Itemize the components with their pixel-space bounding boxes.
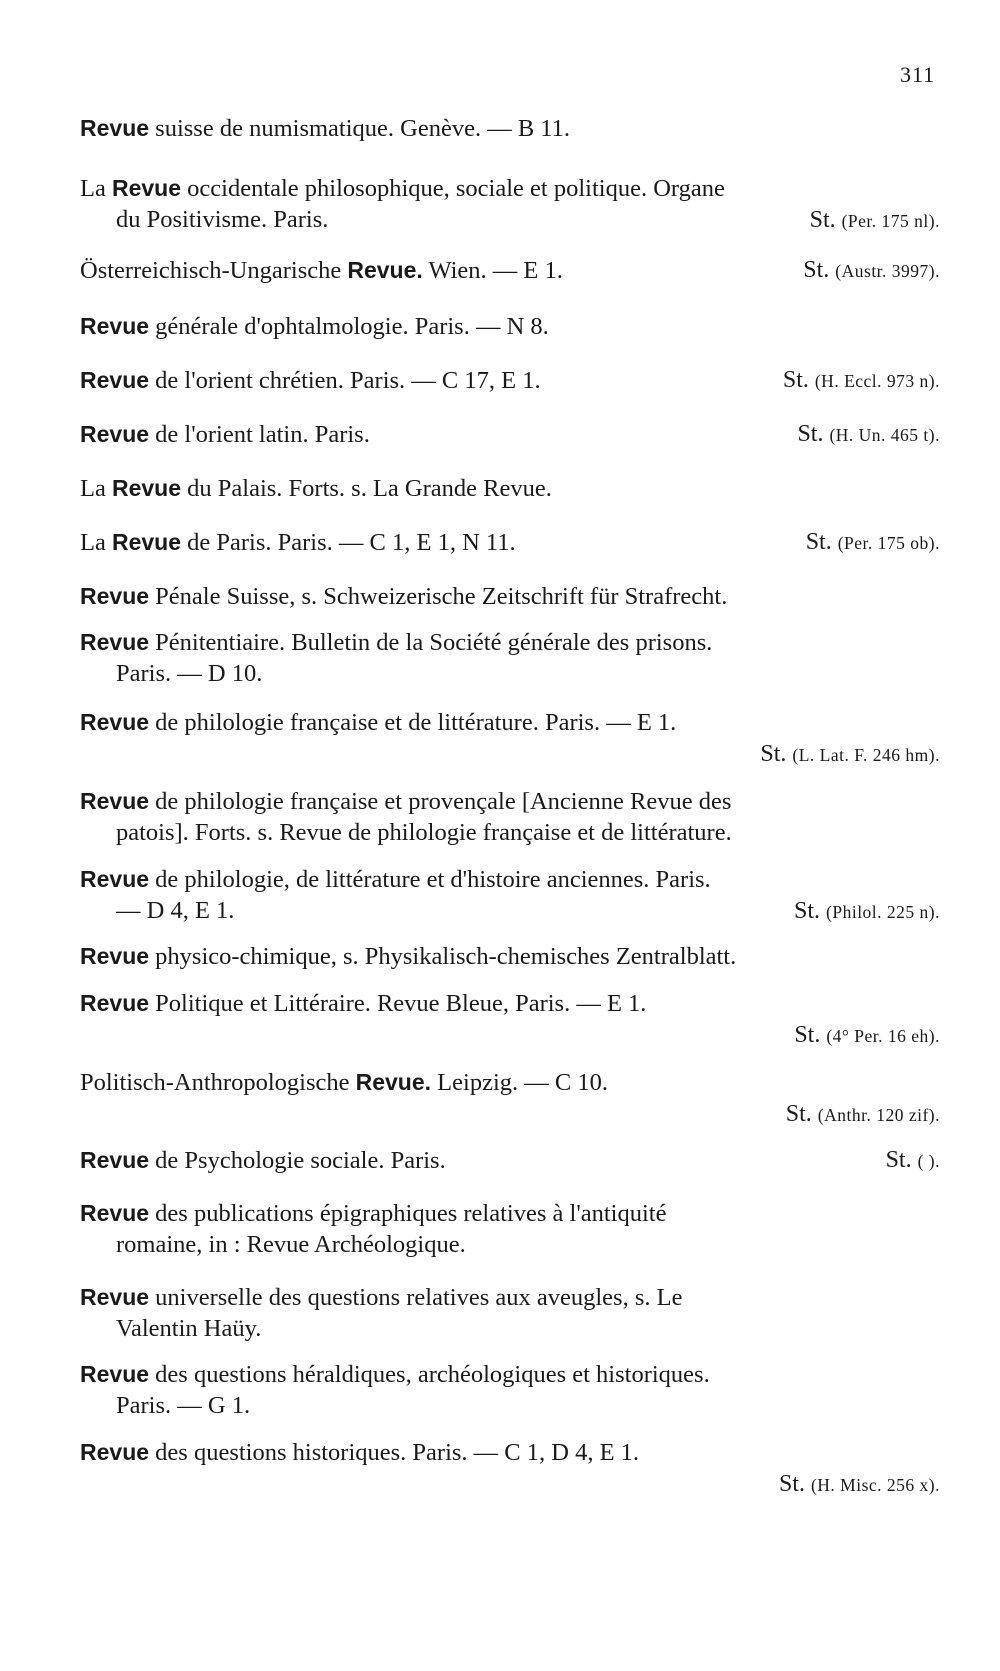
shelf-mark [760,738,940,771]
entry-text: Leipzig. — C 10. [431,1069,608,1096]
shelf-label: St. [782,367,809,393]
catalog-entry [80,626,940,690]
entry-keyword: Revue [80,788,150,814]
catalog-entry [80,940,940,972]
catalog-entry [80,112,940,144]
entry-line [80,1066,940,1098]
entry-keyword: Revue [111,175,182,201]
entry-text: occidentale philosophique, sociale et politique. Organe [181,175,725,202]
entry-line [80,863,940,895]
shelf-mark [794,895,940,928]
entry-continuation-text: Paris. — G 1. [116,1392,251,1419]
entry-keyword: Revue [80,629,150,655]
entry-text: des questions historiques. Paris. — C 1, D 4, E 1. [149,1439,640,1466]
catalog-entry [80,254,940,286]
shelf-reference: (H. Misc. 256 x). [810,1475,940,1495]
entry-line [80,785,940,817]
entry-line [80,1144,940,1176]
entry-keyword: Revue [80,313,150,339]
catalog-entry [80,364,940,396]
entry-text: de philologie française et de littérature. Paris. — E 1. [149,709,677,736]
catalog-entry [80,1144,940,1176]
entry-text: des publications épigraphiques relatives à l'antiquité [149,1200,667,1227]
entry-text: physico-chimique, s. Physikalisch-chemisches Zentralblatt. [149,943,737,970]
entry-text: générale d'ophtalmologie. Paris. — N 8. [149,313,549,340]
shelf-reference: (Philol. 225 n). [826,902,940,922]
entry-keyword: Revue [80,990,150,1016]
entry-prefix: Politisch-Anthropologische [80,1069,356,1096]
entry-continuation-text: Valentin Haüy. [116,1315,262,1342]
entry-keyword: Revue [111,475,182,501]
entry-text: Pénale Suisse, s. Schweizerische Zeitschrift für Strafrecht. [149,583,728,610]
entry-line [80,112,940,144]
entry-keyword: Revue [80,1200,150,1226]
entry-shelf-line [80,1468,940,1500]
shelf-label: St. [794,1022,821,1048]
entry-keyword: Revue [80,1439,150,1465]
shelf-mark [779,1468,940,1501]
catalog-entry [80,987,940,1051]
entry-line [80,1358,940,1390]
shelf-label: St. [885,1147,912,1173]
shelf-reference: (Austr. 3997). [835,261,940,281]
entry-shelf-line [80,738,940,770]
shelf-label: St. [794,898,821,924]
entry-shelf-line [80,1098,940,1130]
entry-line [80,418,940,450]
catalog-entry [80,1197,940,1261]
entry-text: du Palais. Forts. s. La Grande Revue. [181,475,552,502]
catalog-entry [80,418,940,450]
entry-line [80,706,940,738]
shelf-reference: (L. Lat. F. 246 hm). [792,745,940,765]
entry-continuation [80,1313,940,1345]
entry-prefix: Österreichisch-Ungarische [80,257,348,284]
entry-keyword: Revue [111,529,182,555]
catalog-entry [80,1358,940,1422]
entry-prefix: La [80,475,112,502]
shelf-reference: (H. Eccl. 973 n). [814,371,940,391]
entry-text: Politique et Littéraire. Revue Bleue, Paris. — E 1. [149,990,647,1017]
entry-text: Pénitentiaire. Bulletin de la Société générale des prisons. [149,629,713,656]
entry-keyword: Revue [80,866,150,892]
entry-keyword: Revue. [347,257,423,283]
entry-line [80,310,940,342]
entry-text: de Paris. Paris. — C 1, E 1, N 11. [181,529,516,556]
entry-keyword: Revue [80,943,150,969]
shelf-mark [794,1019,940,1052]
entry-text: Wien. — E 1. [422,257,563,284]
entry-text: de Psychologie sociale. Paris. [149,1147,446,1174]
shelf-reference: (Per. 175 nl). [841,211,940,231]
entry-line [80,364,940,396]
catalog-entry [80,172,940,236]
shelf-mark [810,204,940,237]
shelf-mark [783,364,940,397]
entry-line [80,526,940,558]
page-number: 311 [900,62,936,87]
shelf-reference: (Per. 175 ob). [837,533,940,553]
shelf-label: St. [797,421,824,447]
shelf-reference: (4° Per. 16 eh). [826,1026,940,1046]
entry-text: universelle des questions relatives aux aveugles, s. Le [149,1284,683,1311]
entry-text: suisse de numismatique. Genève. — B 11. [149,115,571,142]
entry-line [80,172,940,204]
entry-keyword: Revue [80,115,150,141]
entry-continuation [80,1390,940,1422]
entry-keyword: Revue [80,583,150,609]
entry-keyword: Revue [80,1147,150,1173]
shelf-label: St. [805,529,832,555]
catalog-entry [80,526,940,558]
entry-text: de philologie, de littérature et d'histoire anciennes. Paris. [149,866,711,893]
catalog-entry [80,580,940,612]
catalog-entry [80,310,940,342]
entry-shelf-line [80,1019,940,1051]
shelf-mark [806,526,940,559]
entry-continuation-text: patois]. Forts. s. Revue de philologie française et de littérature. [116,819,732,846]
entry-text: de l'orient latin. Paris. [149,421,370,448]
entry-prefix: La [80,175,112,202]
entry-line [80,626,940,658]
entry-text: de philologie française et provençale [Ancienne Revue des [149,788,732,815]
shelf-reference: (H. Un. 465 t). [829,425,940,445]
entry-prefix: La [80,529,112,556]
shelf-label: St. [760,741,787,767]
catalog-entry [80,472,940,504]
entry-continuation [80,658,940,690]
entry-continuation [80,817,940,849]
entry-continuation-text: du Positivisme. Paris. [116,206,329,233]
entry-line [80,1281,940,1313]
shelf-mark [786,1098,940,1131]
catalog-entry [80,706,940,770]
entry-continuation-text: romaine, in : Revue Archéologique. [116,1231,466,1258]
shelf-mark [803,254,940,287]
entry-continuation-text: — D 4, E 1. [116,897,235,924]
entry-line [80,580,940,612]
entry-line [80,254,940,286]
shelf-mark [797,418,940,451]
entry-line [80,940,940,972]
catalog-entry [80,1281,940,1345]
entry-keyword: Revue [80,709,150,735]
shelf-label: St. [809,207,836,233]
entry-keyword: Revue. [355,1069,432,1095]
entry-keyword: Revue [80,1361,150,1387]
shelf-reference: ( ). [917,1151,940,1171]
entry-line [80,472,940,504]
shelf-label: St. [785,1101,812,1127]
entry-line [80,1436,940,1468]
entry-continuation [80,1229,940,1261]
entry-keyword: Revue [80,367,150,393]
shelf-label: St. [778,1471,805,1497]
entry-keyword: Revue [80,1284,150,1310]
catalog-entry [80,1436,940,1500]
catalog-entry [80,785,940,849]
entry-continuation [80,204,940,236]
shelf-reference: (Anthr. 120 zif). [817,1105,940,1125]
entry-text: de l'orient chrétien. Paris. — C 17, E 1. [149,367,541,394]
catalog-entry [80,863,940,927]
shelf-mark [886,1144,940,1177]
entry-continuation [80,895,940,927]
entry-keyword: Revue [80,421,150,447]
entry-line [80,987,940,1019]
catalog-entry [80,1066,940,1130]
entry-continuation-text: Paris. — D 10. [116,660,263,687]
entry-line [80,1197,940,1229]
entry-text: des questions héraldiques, archéologiques et historiques. [149,1361,710,1388]
shelf-label: St. [803,257,830,283]
